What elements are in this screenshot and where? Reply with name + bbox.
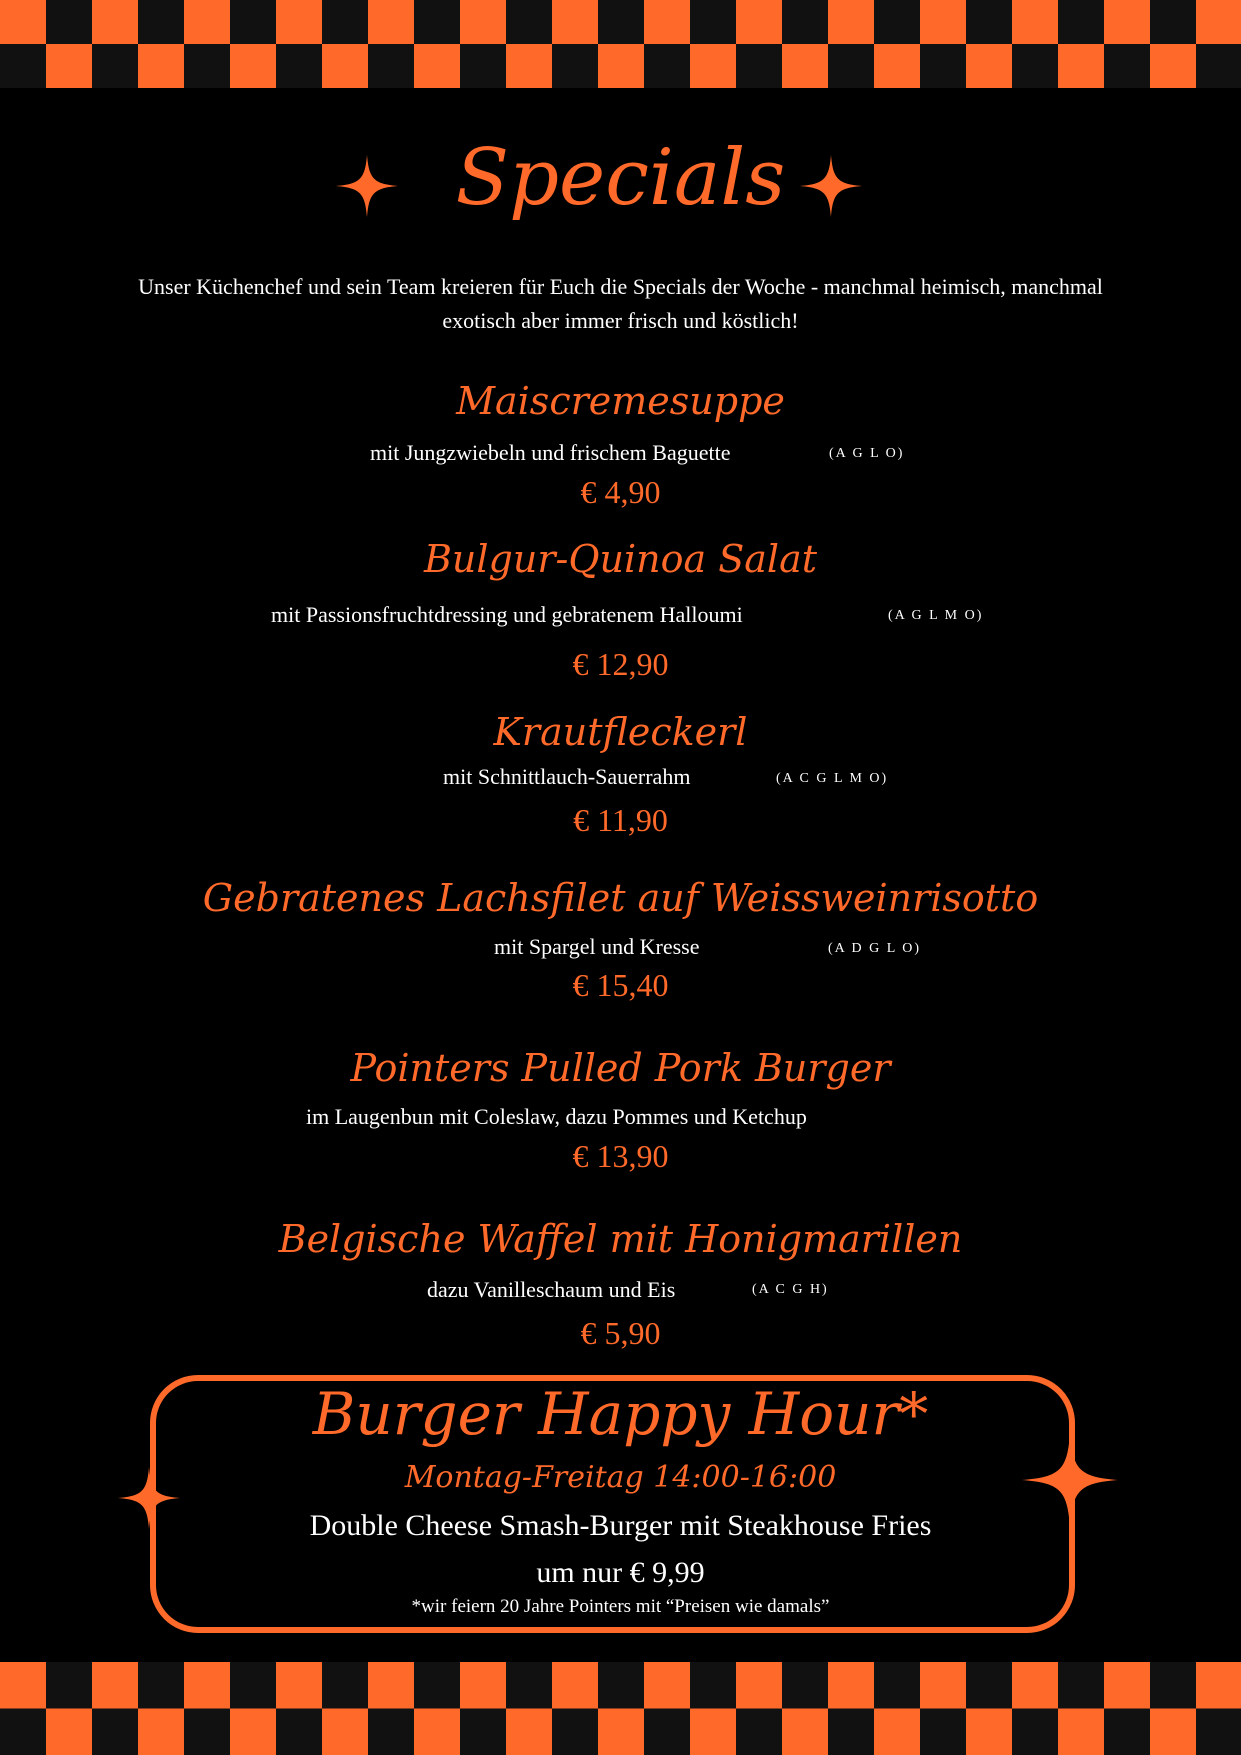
checker-square — [276, 1709, 322, 1755]
checker-square — [874, 0, 920, 44]
checker-square — [828, 1662, 874, 1709]
item-allergens: (A C G L M O) — [776, 771, 889, 786]
checker-square — [460, 44, 506, 88]
checker-square — [460, 1662, 506, 1709]
checker-square — [828, 44, 874, 88]
item-allergens: (A G L M O) — [888, 608, 984, 623]
checker-square — [414, 44, 460, 88]
checker-square — [184, 44, 230, 88]
checker-square — [782, 1709, 828, 1755]
checker-square — [322, 44, 368, 88]
item-description: mit Jungzwiebeln und frischem Baguette — [370, 440, 731, 465]
checker-square — [414, 1709, 460, 1755]
checker-square — [276, 0, 322, 44]
checker-square — [598, 1662, 644, 1709]
checker-square — [230, 0, 276, 44]
checker-square — [230, 44, 276, 88]
checker-square — [138, 1662, 184, 1709]
item-name: Belgische Waffel mit Honigmarillen — [278, 1217, 963, 1261]
item-description: im Laugenbun mit Coleslaw, dazu Pommes und Ketchup — [306, 1104, 807, 1129]
checker-square — [644, 1662, 690, 1709]
checker-square — [46, 1662, 92, 1709]
checker-square — [828, 1709, 874, 1755]
checker-square — [1012, 0, 1058, 44]
item-name: Krautfleckerl — [493, 710, 748, 754]
item-price: € 13,90 — [572, 1138, 669, 1174]
checker-square — [322, 1662, 368, 1709]
checker-square — [138, 0, 184, 44]
checker-square — [644, 0, 690, 44]
checker-square — [966, 0, 1012, 44]
item-name: Maiscremesuppe — [456, 379, 785, 423]
item-description: mit Passionsfruchtdressing und gebratenem Halloumi — [271, 602, 743, 627]
checker-square — [736, 1709, 782, 1755]
checker-square — [782, 1662, 828, 1709]
checker-square — [138, 1709, 184, 1755]
checker-pattern-top — [0, 0, 1241, 88]
item-allergens: (A C G H) — [752, 1282, 829, 1297]
item-price: € 15,40 — [572, 967, 669, 1003]
menu-item — [0, 534, 1241, 584]
checker-square — [0, 44, 46, 88]
checker-square — [966, 44, 1012, 88]
checker-square — [1104, 44, 1150, 88]
checker-square — [552, 1662, 598, 1709]
checker-square — [828, 0, 874, 44]
menu-item — [0, 1214, 1241, 1264]
happy-hour-price: um nur € 9,99 — [536, 1556, 705, 1589]
checker-square — [1012, 44, 1058, 88]
menu-item — [0, 1043, 1241, 1093]
checker-square — [644, 1709, 690, 1755]
checker-square — [46, 0, 92, 44]
checker-square — [736, 0, 782, 44]
checker-square — [506, 1662, 552, 1709]
checker-square — [966, 1709, 1012, 1755]
menu-item — [0, 376, 1241, 426]
checker-square — [138, 44, 184, 88]
checker-square — [1058, 1662, 1104, 1709]
checker-square — [184, 1709, 230, 1755]
checker-square — [1150, 1709, 1196, 1755]
checker-square — [184, 1662, 230, 1709]
checker-square — [690, 44, 736, 88]
checker-square — [1150, 1662, 1196, 1709]
checker-square — [1196, 0, 1241, 44]
item-price: € 11,90 — [573, 802, 668, 838]
checker-square — [690, 1662, 736, 1709]
item-description: dazu Vanilleschaum und Eis — [427, 1277, 676, 1302]
checker-square — [92, 0, 138, 44]
checker-square — [414, 1662, 460, 1709]
happy-hour-offer: Double Cheese Smash-Burger mit Steakhouse Fries — [309, 1509, 932, 1542]
checker-square — [874, 1709, 920, 1755]
checker-square — [1104, 0, 1150, 44]
checker-square — [1058, 0, 1104, 44]
checker-square — [1058, 44, 1104, 88]
item-price: € 4,90 — [580, 474, 661, 510]
checker-square — [368, 1709, 414, 1755]
checker-square — [368, 0, 414, 44]
item-allergens: (A G L O) — [829, 446, 905, 461]
checker-square — [0, 0, 46, 44]
checker-square — [414, 0, 460, 44]
checker-square — [920, 44, 966, 88]
checker-square — [690, 1709, 736, 1755]
item-name: Gebratenes Lachsfilet auf Weissweinrisotto — [202, 876, 1039, 920]
checker-square — [1104, 1709, 1150, 1755]
sparkle-star-icon — [800, 155, 862, 217]
checker-square — [230, 1662, 276, 1709]
page-title: Specials — [455, 133, 786, 223]
checker-square — [644, 44, 690, 88]
checker-square — [782, 44, 828, 88]
checker-square — [552, 1709, 598, 1755]
checker-square — [920, 1662, 966, 1709]
checker-square — [1196, 1709, 1241, 1755]
checker-square — [1196, 1662, 1241, 1709]
checker-square — [1012, 1662, 1058, 1709]
checkered-border-bottom — [0, 1662, 1241, 1755]
checker-square — [506, 0, 552, 44]
checker-square — [184, 0, 230, 44]
checker-pattern-bottom — [0, 1662, 1241, 1755]
checker-square — [736, 44, 782, 88]
menu-item — [0, 707, 1241, 757]
checker-square — [552, 0, 598, 44]
checker-square — [598, 1709, 644, 1755]
checker-square — [46, 1709, 92, 1755]
checker-square — [1058, 1709, 1104, 1755]
checker-square — [0, 1709, 46, 1755]
item-price: € 12,90 — [572, 646, 669, 682]
sparkle-star-icon — [336, 155, 398, 217]
checker-square — [598, 44, 644, 88]
checker-square — [598, 0, 644, 44]
checker-square — [1150, 44, 1196, 88]
checker-square — [92, 44, 138, 88]
checker-square — [782, 0, 828, 44]
checker-square — [874, 1662, 920, 1709]
checker-square — [920, 0, 966, 44]
checker-square — [276, 44, 322, 88]
item-description: mit Spargel und Kresse — [494, 934, 700, 959]
item-description: mit Schnittlauch-Sauerrahm — [443, 764, 691, 789]
checker-square — [368, 44, 414, 88]
checker-square — [276, 1662, 322, 1709]
happy-hour-schedule: Montag-Freitag 14:00-16:00 — [404, 1460, 837, 1495]
checker-square — [322, 1709, 368, 1755]
item-name: Bulgur-Quinoa Salat — [424, 537, 817, 581]
checker-square — [92, 1709, 138, 1755]
item-allergens: (A D G L O) — [828, 941, 922, 956]
checker-square — [230, 1709, 276, 1755]
checker-square — [690, 0, 736, 44]
header — [0, 128, 1241, 228]
item-price: € 5,90 — [580, 1315, 661, 1351]
checker-square — [1012, 1709, 1058, 1755]
checker-square — [322, 0, 368, 44]
checker-square — [1104, 1662, 1150, 1709]
checker-square — [368, 1662, 414, 1709]
checker-square — [552, 44, 598, 88]
checker-square — [460, 0, 506, 44]
item-name: Pointers Pulled Pork Burger — [350, 1046, 891, 1090]
checker-square — [874, 44, 920, 88]
checker-square — [920, 1709, 966, 1755]
happy-hour-footnote: *wir feiern 20 Jahre Pointers mit “Preisen wie damals” — [411, 1596, 830, 1617]
checker-square — [1196, 44, 1241, 88]
checker-square — [92, 1662, 138, 1709]
checker-square — [460, 1709, 506, 1755]
checker-square — [966, 1662, 1012, 1709]
happy-hour-title: Burger Happy Hour* — [312, 1380, 929, 1448]
checker-square — [0, 1662, 46, 1709]
intro-text: Unser Küchenchef und sein Team kreieren für Euch die Specials der Woche - manchmal heimisch, manchmal exotisch aber immer frisch und köstlich! — [138, 274, 1103, 333]
checker-square — [736, 1662, 782, 1709]
menu-item — [0, 873, 1241, 923]
checker-square — [1150, 0, 1196, 44]
checker-square — [506, 44, 552, 88]
checker-square — [46, 44, 92, 88]
checker-square — [506, 1709, 552, 1755]
checkered-border-top — [0, 0, 1241, 88]
